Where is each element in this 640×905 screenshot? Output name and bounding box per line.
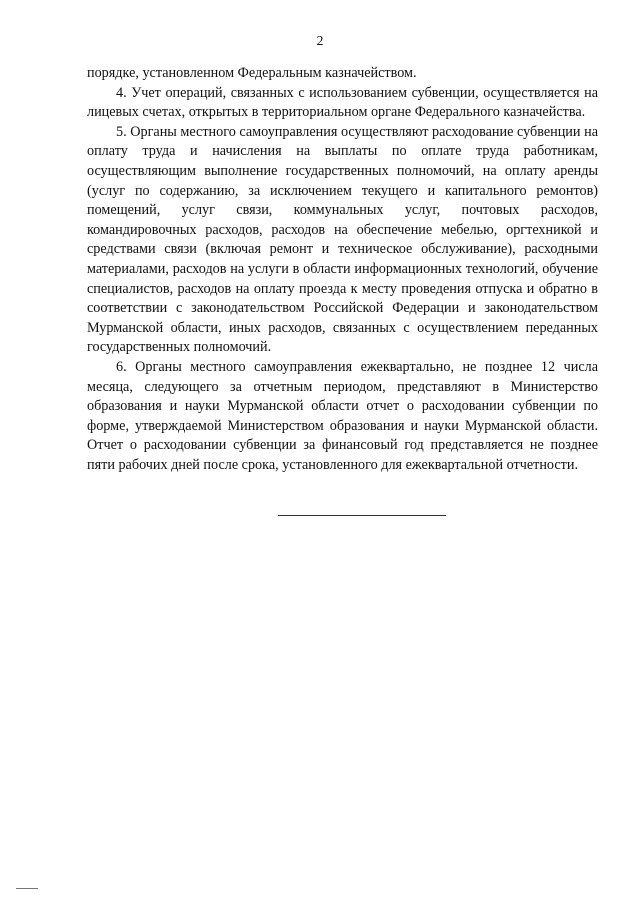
document-body	[87, 64, 598, 475]
paragraph-continuation: порядке, установленном Федеральным казначейством.	[87, 65, 417, 81]
page-number: 2	[316, 33, 324, 48]
end-of-document-rule	[278, 515, 446, 516]
paragraph-item-4: 4. Учет операций, связанных с использованием субвенции, осуществляется на лицевых счетах, открытых в территориальном органе Федерального казначейства.	[87, 84, 598, 121]
footer-corner-mark	[16, 888, 38, 889]
paragraph-item-5: 5. Органы местного самоуправления осуществляют расходование субвенции на оплату труда и начисления на выплаты по оплате труда работникам, осуществляющим выполнение государственных полномочий, на оплату аренды (услуг по содержанию, за исключением текущего и капитального ремонтов) помещений, услуг связи, коммунальных услуг, почтовых расходов, командировочных расходов, расходов на обеспечение мебелью, оргтехникой и средствами связи (включая ремонт и техническое обслуживание), расходными материалами, расходов на услуги в области информационных технологий, обучение специалистов, расходов на оплату проезда к месту проведения отпуска и обратно в соответствии с законодательством Российской Федерации и законодательством Мурманской области, иных расходов, связанных с осуществлением переданных государственных полномочий.	[87, 123, 598, 356]
paragraph-item-6: 6. Органы местного самоуправления ежеквартально, не позднее 12 числа месяца, следующего за отчетным периодом, представляют в Министерство образования и науки Мурманской области отчет о расходовании субвенции по форме, утверждаемой Министерством образования и науки Мурманской области. Отчет о расходовании субвенции за финансовый год представляется не позднее пяти рабочих дней после срока, установленного для ежеквартальной отчетности.	[87, 358, 598, 473]
